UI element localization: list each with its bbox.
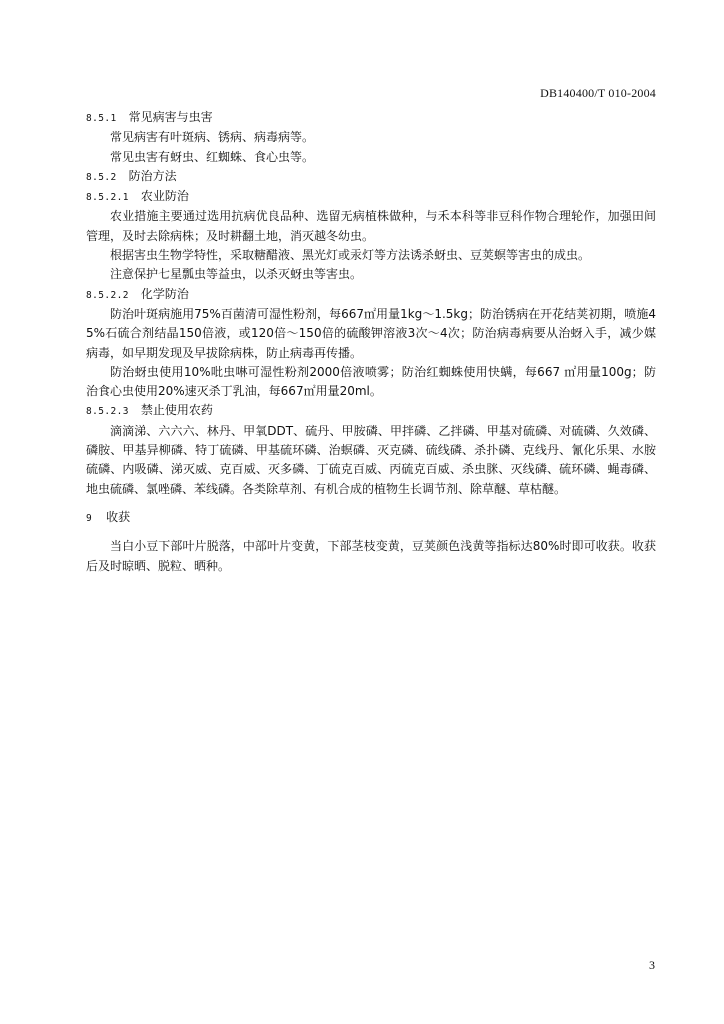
- paragraph: 农业措施主要通过选用抗病优良品种、选留无病植株做种，与禾本科等非豆科作物合理轮作，加强田间管理，及时去除病株；及时耕翻土地，消灭越冬幼虫。: [86, 209, 656, 243]
- section-number: 9: [86, 512, 93, 524]
- document-id-header: DB140400/T 010-2004: [540, 86, 656, 100]
- page-number: 3: [649, 958, 655, 972]
- paragraph: 常见病害有叶斑病、锈病、病毒病等。: [110, 130, 315, 145]
- section-title: 化学防治: [140, 286, 189, 301]
- section-heading-8-5-2-2: [86, 285, 656, 305]
- document-body: [86, 108, 656, 576]
- section-number: 8.5.2.2: [86, 289, 129, 301]
- section-number: 8.5.1: [86, 113, 117, 124]
- section-heading-8-5-2: [86, 167, 656, 187]
- section-title: 防治方法: [128, 168, 177, 183]
- section-heading-8-5-1: [86, 108, 656, 128]
- paragraph: 防治蚜虫使用10%吡虫啉可湿性粉剂2000倍液喷雾；防治红蜘蛛使用快螨，每667 ㎡用量100g；防治食心虫使用20%速灭杀丁乳油，每667㎡用量20ml。: [86, 364, 656, 399]
- section-title: 禁止使用农药: [140, 403, 213, 418]
- section-number: 8.5.2: [86, 171, 117, 183]
- paragraph: 当白小豆下部叶片脱落，中部叶片变黄，下部茎枝变黄，豆荚颜色浅黄等指标达80%时即可收获。收获后及时晾晒、脱粒、晒种。: [86, 539, 656, 573]
- paragraph: 滴滴涕、六六六、林丹、甲氧DDT、硫丹、甲胺磷、甲拌磷、乙拌磷、甲基对硫磷、对硫磷、久效磷、磷胺、甲基异柳磷、特丁硫磷、甲基硫环磷、治螟磷、灭克磷、硫线磷、杀扑磷、克线丹、氰化乐果、水胺硫磷、内吸磷、涕灭威、克百威、灭多磷、丁硫克百威、丙硫克百威、杀虫脒、灭线磷、硫环磷、蝇毒磷、地虫硫磷、氯唑磷、苯线磷。各类除草剂、有机合成的植物生长调节剂、除草醚、草枯醚。: [86, 423, 656, 496]
- section-heading-8-5-2-1: [86, 187, 656, 207]
- section-number: 8.5.2.1: [86, 192, 129, 204]
- section-heading-8-5-2-3: [86, 401, 656, 421]
- section-title: 常见病害与虫害: [128, 110, 213, 124]
- paragraph: 常见虫害有蚜虫、红蜘蛛、食心虫等。: [110, 149, 315, 164]
- paragraph: 根据害虫生物学特性，采取糖醋液、黑光灯或汞灯等方法诱杀蚜虫、豆荚螟等害虫的成虫。: [110, 248, 591, 263]
- paragraph: 注意保护七星瓢虫等益虫，以杀灭蚜虫等害虫。: [110, 267, 363, 282]
- section-number: 8.5.2.3: [86, 406, 129, 418]
- section-title: 农业防治: [140, 189, 189, 204]
- section-title: 收获: [106, 509, 131, 524]
- section-heading-9: [86, 508, 656, 528]
- paragraph: 防治叶斑病施用75%百菌清可湿性粉剂，每667㎡用量1kg～1.5kg；防治锈病在开花结荚初期，喷施45%石硫合剂结晶150倍液，或120倍～150倍的硫酸钾溶液3次～4次；防治病毒病要从治蚜入手，减少媒病毒，如早期发现及早拔除病株，防止病毒再传播。: [86, 306, 656, 360]
